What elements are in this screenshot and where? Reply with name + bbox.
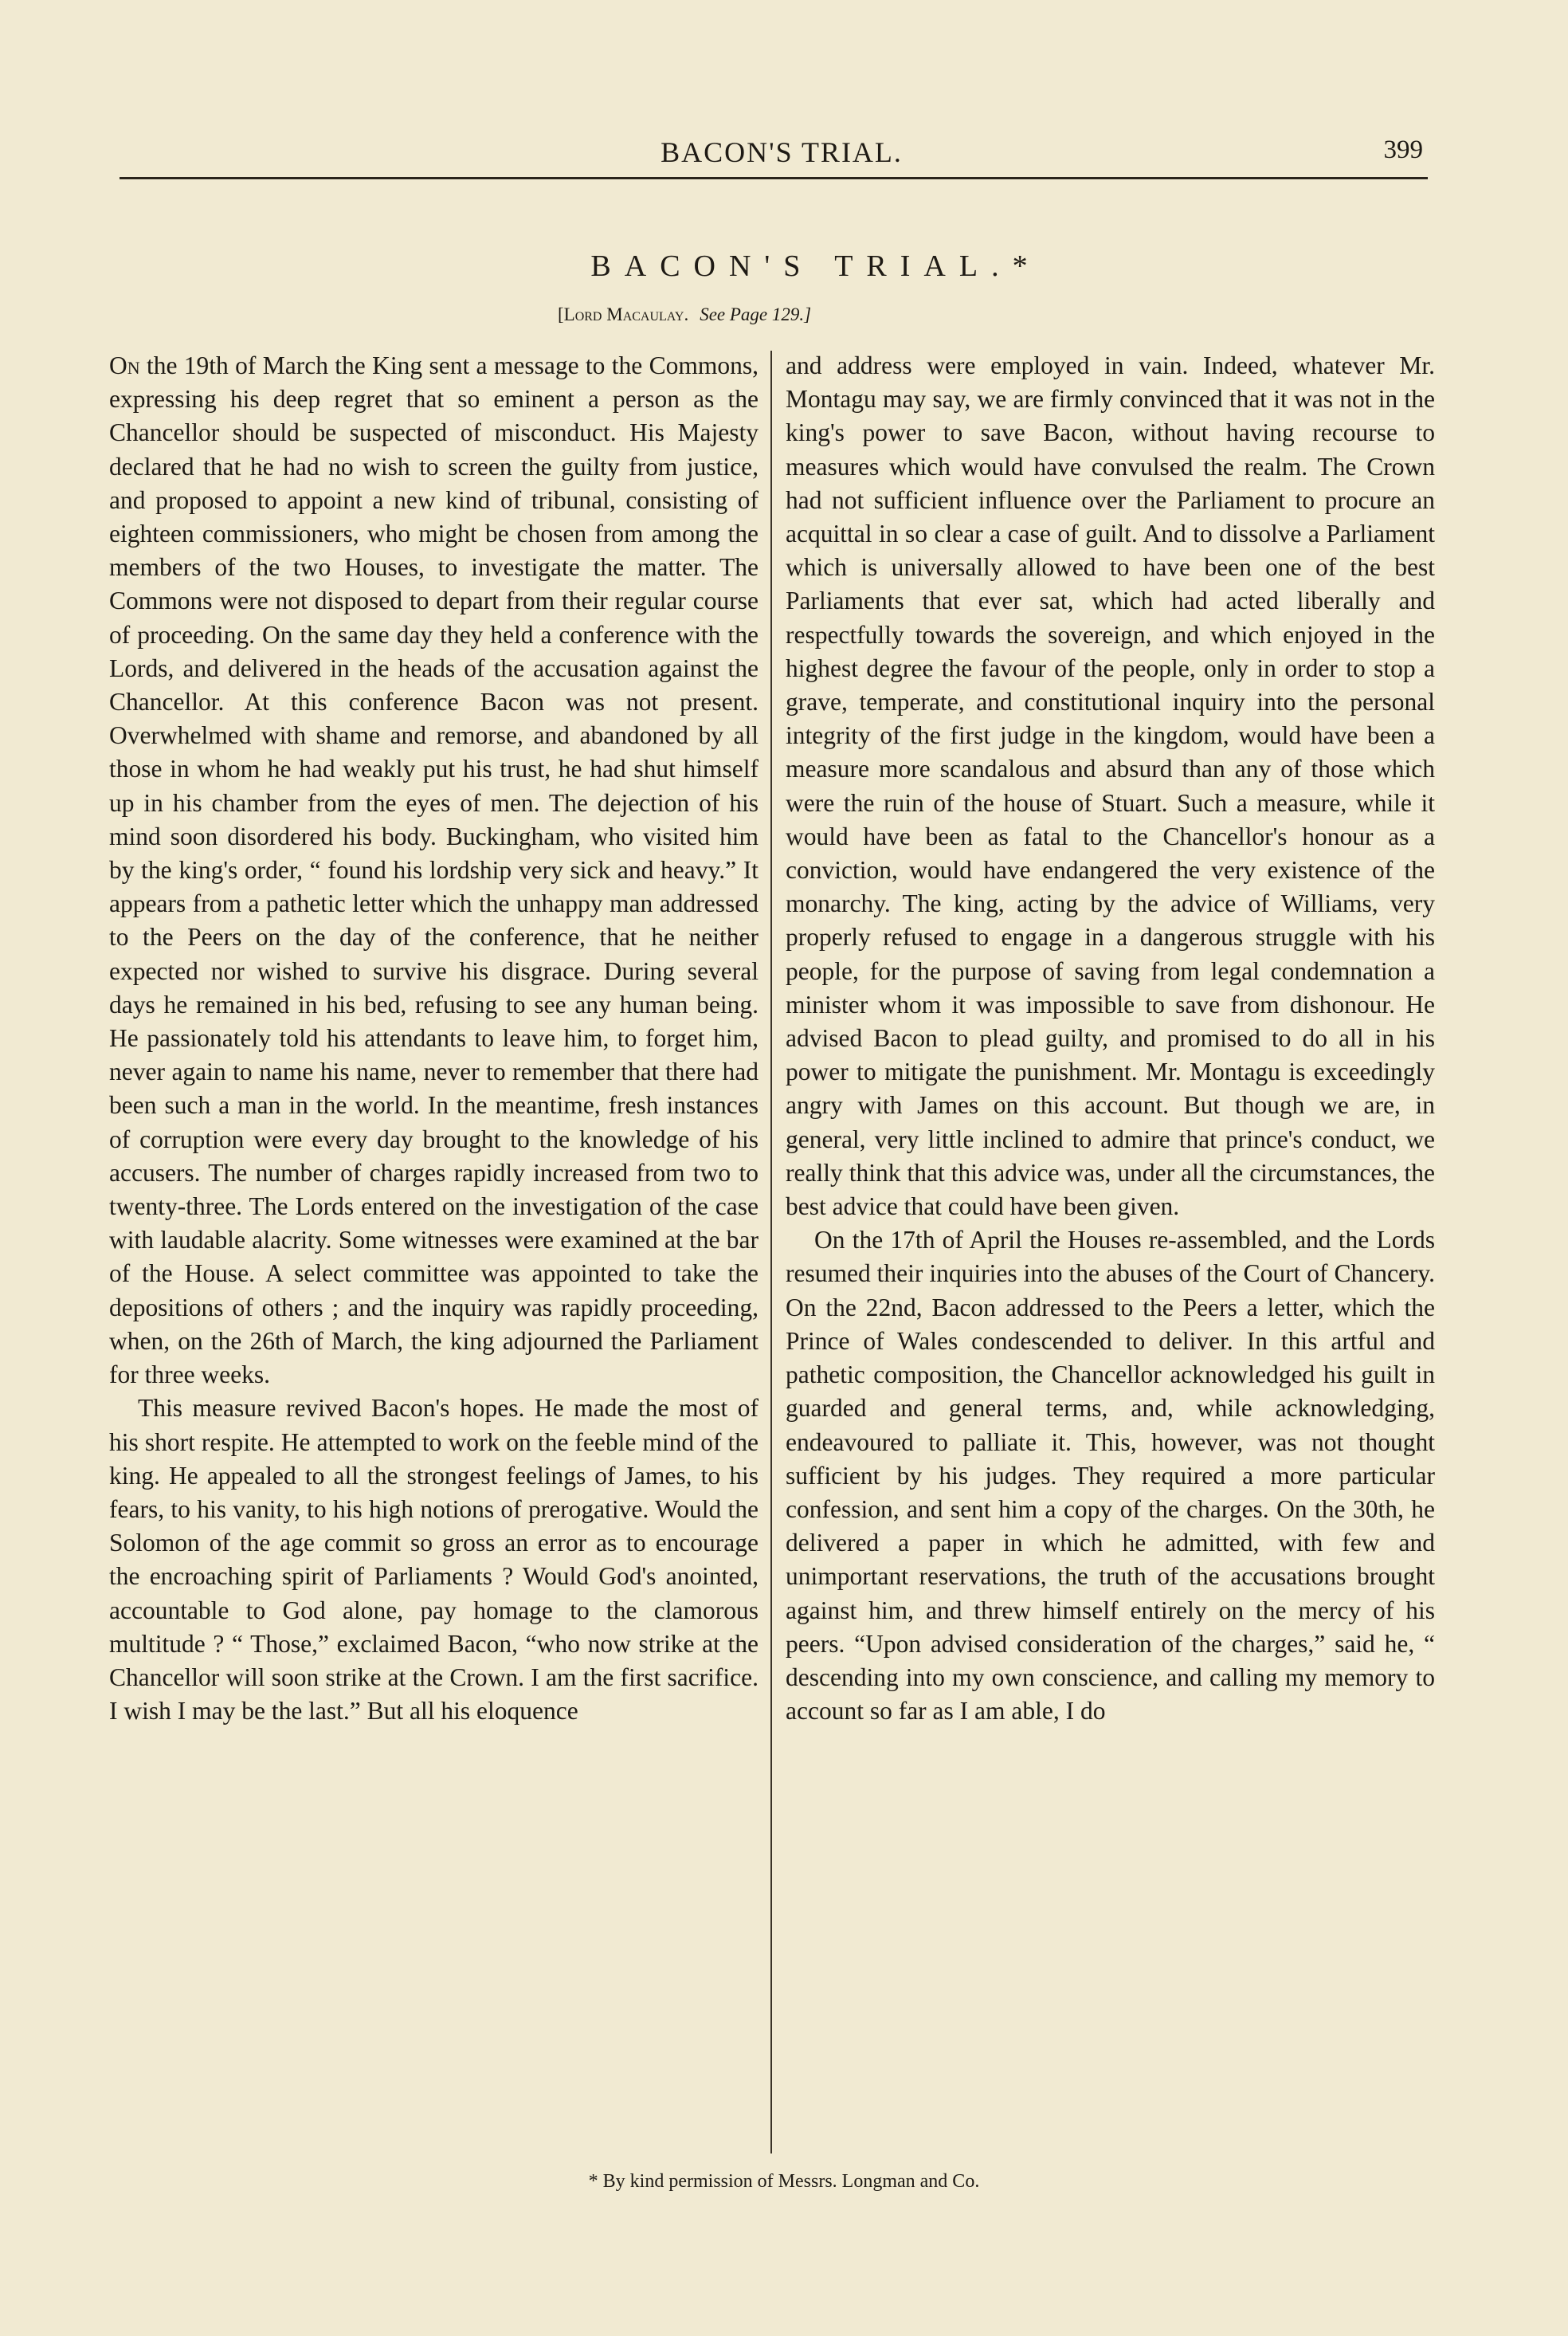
footnote: * By kind permission of Messrs. Longman and Co. xyxy=(588,2171,980,2192)
paragraph: This measure revived Bacon's hopes. He made the most of his short respite. He attempted to work on the feeble mind of the king. He appealed to all the strongest feelings of James, to his fears, to his vanity, to his high notions of prerogative. Would the Solomon of the age commit so gross an error as to encourage the encroaching spirit of Parliaments ? Would God's anointed, accountable to God alone, pay homage to the clamorous multitude ? “ Those,” exclaimed Bacon, “who now strike at the Chancellor will soon strike at the Crown. I am the first sacrifice. I wish I may be the last.” But all his eloquence xyxy=(109,1394,759,1725)
page-reference: See Page 129.] xyxy=(700,304,812,324)
paragraph-text: the 19th of March the King sent a message to the Commons, expressing his deep regret that so eminent a person as the Chancellor should be suspected of misconduct. His Majesty declared that he had no wish to screen the guilty from justice, and proposed to appoint a new kind of tribunal, consisting of eighteen commissioners, who might be chosen from among the members of the two Houses, to investigate the matter. The Commons were not disposed to depart from their regular course of proceeding. On the same day they held a conference with the Lords, and delivered in the heads of the accusation against the Chancellor. At this conference Bacon was not present. Overwhelmed with shame and remorse, and abandoned by all those in whom he had weakly put his trust, he had shut himself up in his chamber from the eyes of men. The dejection of his mind soon disordered his body. Buckingham, who visited him by the king's order, “ found his lordship very sick and heavy.” It appears from a pathetic letter which the unhappy man addressed to the Peers on the day of the conference, that he neither expected nor wished to survive his disgrace. During several days he remained in his bed, refusing to see any human being. He passionately told his attendants to leave him, to forget him, never again to name his name, never to remember that there had been such a man in the world. In the meantime, fresh instances of corruption were every day brought to the knowledge of his accusers. The number of charges rapidly increased from two to twenty-three. The Lords entered on the investigation of the case with laudable alacrity. Some witnesses were examined at the bar of the House. A select committee was appointed to take the depositions of others ; and the inquiry was rapidly proceeding, when, on the 26th of March, the king adjourned the Parliament for three weeks. xyxy=(109,351,759,1389)
attribution xyxy=(558,304,811,325)
article-title: BACON'S TRIAL.* xyxy=(590,249,1041,283)
page-number: 399 xyxy=(1383,135,1423,164)
right-column xyxy=(786,349,1435,1728)
running-head xyxy=(120,129,1428,177)
paragraph: and address were employed in vain. Indeed, whatever Mr. Montagu may say, we are firmly convinced that it was not in the king's power to save Bacon, without having recourse to measures which would have convulsed the realm. The Crown had not sufficient influence over the Parliament to procure an acquittal in so clear a case of guilt. And to dissolve a Parliament which is universally allowed to have been one of the best Parliaments that ever sat, which had acted liberally and respectfully towards the sovereign, and which enjoyed in the highest degree the favour of the people, only in order to stop a grave, temperate, and constitutional inquiry into the personal integrity of the first judge in the kingdom, would have been a measure more scandalous and absurd than any of those which were the ruin of the house of Stuart. Such a measure, while it would have been as fatal to the Chancellor's honour as a conviction, would have endangered the very existence of the monarchy. The king, acting by the advice of Williams, very properly refused to engage in a dangerous struggle with his people, for the purpose of saving from legal condemnation a minister whom it was impossible to save from dishonour. He advised Bacon to plead guilty, and promised to do all in his power to mitigate the punishment. Mr. Montagu is exceedingly angry with James on this account. But though we are, in general, very little inclined to admire that prince's conduct, we really think that this advice was, under all the circumstances, the best advice that could have been given. xyxy=(786,351,1435,1221)
lead-word: On xyxy=(109,351,140,379)
author-credit: [Lord Macaulay. xyxy=(558,304,689,324)
column-divider xyxy=(770,351,772,2153)
running-head-title: BACON'S TRIAL. xyxy=(661,136,903,168)
left-column xyxy=(109,349,759,1728)
paragraph xyxy=(109,349,759,1392)
header-rule xyxy=(120,177,1428,179)
paragraph: On the 17th of April the Houses re-assembled, and the Lords resumed their inquiries into the abuses of the Court of Chancery. On the 22nd, Bacon addressed to the Peers a letter, which the Prince of Wales condescended to deliver. In this artful and pathetic composition, the Chancellor acknowledged his guilt in guarded and general terms, and, while acknowledging, endeavoured to palliate it. This, however, was not thought sufficient by his judges. They required a more particular confession, and sent him a copy of the charges. On the 30th, he delivered a paper in which he admitted, with few and unimportant reservations, the truth of the accusations brought against him, and threw himself entirely on the mercy of his peers. “Upon advised consideration of the charges,” said he, “ descending into my own conscience, and calling my memory to account so far as I am able, I do xyxy=(786,1226,1435,1725)
